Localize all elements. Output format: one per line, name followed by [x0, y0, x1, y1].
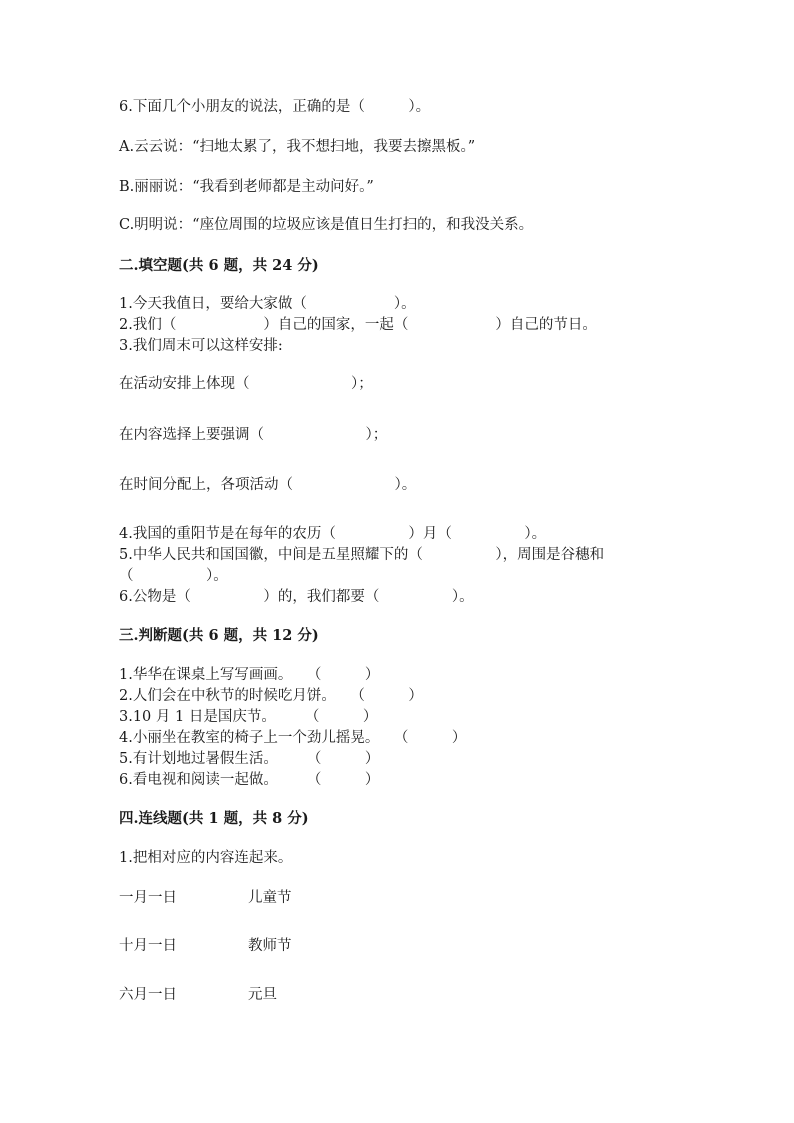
judge-question-1: 1.华华在课桌上写写画画。 （ ） — [119, 667, 380, 683]
matching-left-item-2: 十月一日 — [119, 938, 177, 954]
matching-right-item-3: 元旦 — [248, 987, 277, 1003]
fill-question-3-content: 在内容选择上要强调（ ）； — [119, 427, 388, 443]
matching-question-1: 1.把相对应的内容连起来。 — [119, 850, 293, 866]
fill-question-4: 4.我国的重阳节是在每年的农历（ ）月（ ）。 — [119, 526, 547, 542]
judge-question-6: 6.看电视和阅读一起做。 （ ） — [119, 772, 380, 788]
fill-question-1: 1.今天我值日，要给大家做（ ）。 — [119, 296, 416, 312]
fill-question-5-continued: （ ）。 — [119, 568, 228, 584]
fill-question-6: 6.公物是（ ）的，我们都要（ ）。 — [119, 589, 474, 605]
judge-question-2: 2.人们会在中秋节的时候吃月饼。 （ ） — [119, 688, 423, 704]
fill-question-3-activity: 在活动安排上体现（ ）； — [119, 376, 373, 392]
fill-question-3: 3.我们周末可以这样安排: — [119, 338, 283, 354]
judge-question-3: 3.10 月 1 日是国庆节。 （ ） — [119, 709, 378, 725]
matching-left-item-1: 一月一日 — [119, 890, 177, 906]
choice-question-6: 6.下面几个小朋友的说法，正确的是（ ）。 — [119, 99, 431, 115]
fill-question-2: 2.我们（ ）自己的国家，一起（ ）自己的节日。 — [119, 317, 597, 333]
matching-left-item-3: 六月一日 — [119, 987, 177, 1003]
matching-right-item-2: 教师节 — [248, 938, 292, 954]
choice-option-b: B.丽丽说：“我看到老师都是主动问好。” — [119, 179, 374, 195]
choice-option-c: C.明明说：“座位周围的垃圾应该是值日生打扫的，和我没关系。 — [119, 217, 534, 233]
matching-right-item-1: 儿童节 — [248, 890, 292, 906]
fill-question-3-time: 在时间分配上，各项活动（ ）。 — [119, 477, 417, 493]
section-heading-fill-in: 二.填空题(共 6 题，共 24 分) — [119, 257, 319, 274]
section-heading-true-false: 三.判断题(共 6 题，共 12 分) — [119, 627, 319, 644]
judge-question-4: 4.小丽坐在教室的椅子上一个劲儿摇晃。 （ ） — [119, 730, 467, 746]
choice-option-a: A.云云说：“扫地太累了，我不想扫地，我要去擦黑板。” — [119, 139, 476, 155]
fill-question-5: 5.中华人民共和国国徽，中间是五星照耀下的（ ），周围是谷穗和 — [119, 547, 605, 563]
section-heading-matching: 四.连线题(共 1 题，共 8 分) — [119, 810, 309, 827]
judge-question-5: 5.有计划地过暑假生活。 （ ） — [119, 751, 380, 767]
